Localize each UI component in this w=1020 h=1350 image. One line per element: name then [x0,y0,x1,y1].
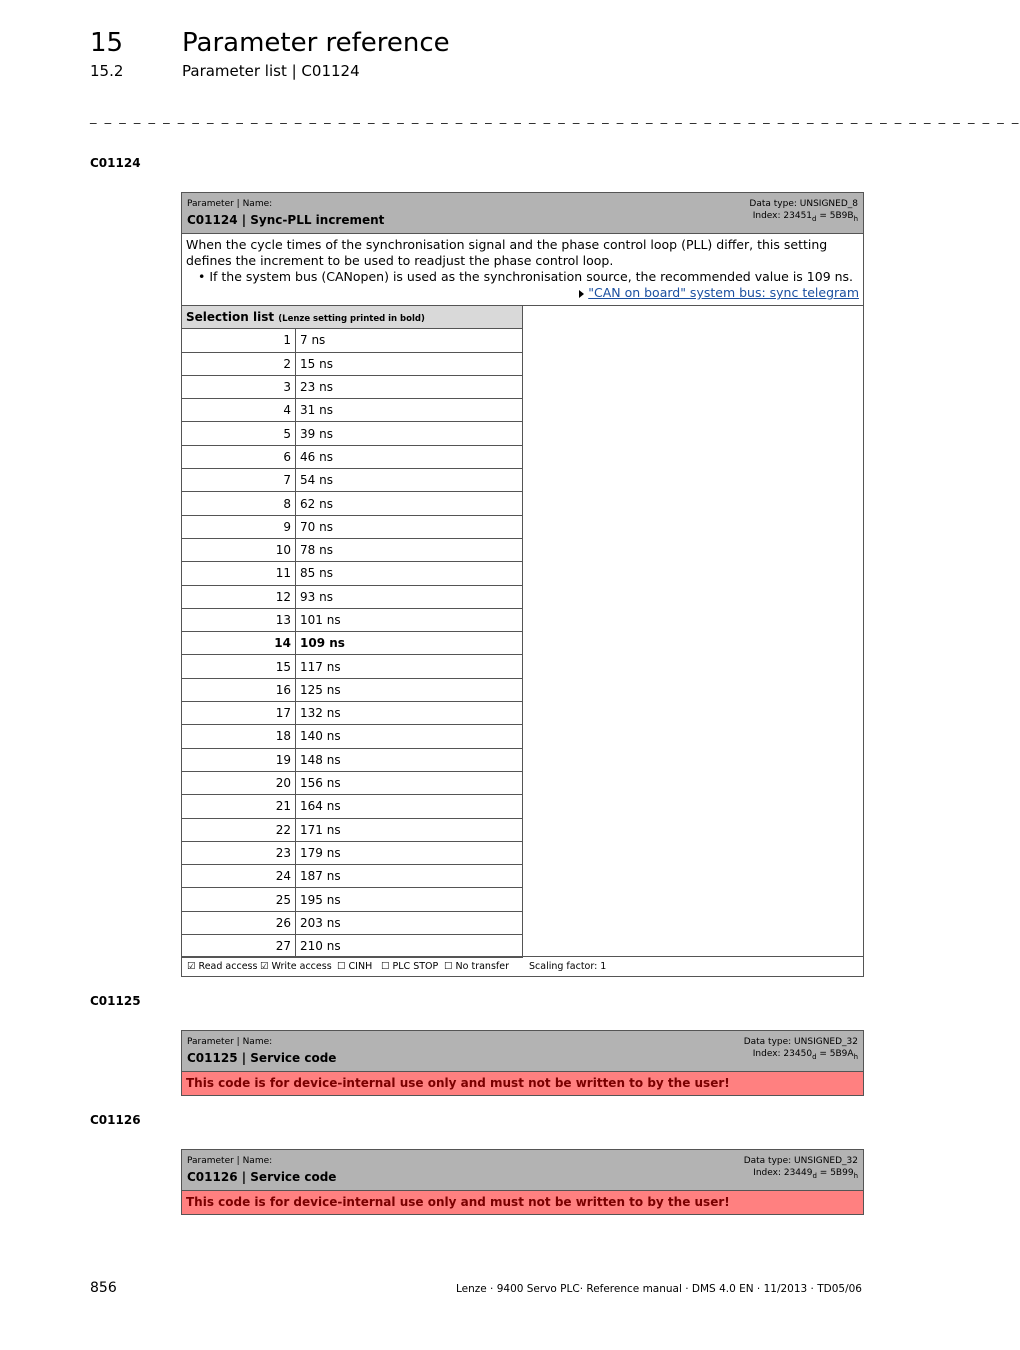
table-row [182,585,523,608]
table-row [182,748,523,771]
selection-value: 210 ns [296,935,523,958]
table-row [182,841,523,864]
no-transfer-checkbox: ☐ No transfer [444,961,509,972]
parameter-label: Parameter | Name: [187,1156,273,1166]
selection-list-area [182,306,863,957]
section-number: 15.2 [90,62,124,80]
section-title: Parameter list | C01124 [182,62,360,80]
selection-value: 195 ns [296,888,523,911]
section-heading-c01124: C01124 [90,156,141,170]
data-type: Data type: UNSIGNED_8 [749,199,858,209]
parameter-header [182,1150,863,1191]
selection-number: 24 [182,865,296,888]
table-row [182,702,523,725]
selection-value: 54 ns [296,469,523,492]
cinh-checkbox: ☐ CINH [337,961,373,972]
table-row [182,445,523,468]
selection-number: 21 [182,795,296,818]
table-row [182,911,523,934]
description-text: When the cycle times of the synchronisation signal and the phase control loop (PLL) differ, this setting defines the increment to be used to readjust the phase control loop. [186,237,828,268]
selection-number: 26 [182,911,296,934]
selection-number: 1 [182,329,296,352]
write-access-checkbox: ☑ Write access [260,961,332,972]
table-row [182,771,523,794]
scaling-factor: Scaling factor: 1 [529,961,607,972]
document-info: Lenze · 9400 Servo PLC· Reference manual · DMS 4.0 EN · 11/2013 · TD05/06 [455,1283,862,1295]
selection-number: 9 [182,515,296,538]
selection-value: 140 ns [296,725,523,748]
description-bullet: • If the system bus (CANopen) is used as the synchronisation source, the recommended value is 109 ns. [198,269,854,284]
read-access-checkbox: ☑ Read access [187,961,258,972]
selection-number: 19 [182,748,296,771]
plc-stop-checkbox: ☐ PLC STOP [381,961,439,972]
parameter-header [182,1031,863,1072]
table-row [182,469,523,492]
selection-value: 156 ns [296,771,523,794]
table-row [182,515,523,538]
selection-value: 109 ns [296,632,523,655]
parameter-name: C01124 | Sync-PLL increment [187,213,385,227]
table-row [182,538,523,561]
table-row [182,375,523,398]
selection-value: 93 ns [296,585,523,608]
selection-value: 70 ns [296,515,523,538]
table-row [182,422,523,445]
parameter-header [182,193,863,234]
selection-number: 10 [182,538,296,561]
chapter-title: Parameter reference [182,28,450,58]
selection-number: 11 [182,562,296,585]
parameter-label: Parameter | Name: [187,199,273,209]
selection-value: 101 ns [296,608,523,631]
parameter-name: C01125 | Service code [187,1051,337,1065]
selection-number: 23 [182,841,296,864]
parameter-index: Index: $23450_d = 5B9A_h$ [752,1049,858,1061]
selection-value: 132 ns [296,702,523,725]
warning-note: This code is for device-internal use only and must not be written to by the user! [182,1072,863,1095]
selection-number: 20 [182,771,296,794]
selection-value: 31 ns [296,399,523,422]
selection-value: 7 ns [296,329,523,352]
data-type: Data type: UNSIGNED_32 [743,1156,858,1166]
selection-number: 12 [182,585,296,608]
selection-number: 13 [182,608,296,631]
selection-value: 46 ns [296,445,523,468]
selection-value: 171 ns [296,818,523,841]
selection-list [182,306,523,958]
table-row [182,632,523,655]
selection-number: 25 [182,888,296,911]
selection-value: 203 ns [296,911,523,934]
selection-list-note: (Lenze setting printed in bold) [278,314,425,325]
warning-note: This code is for device-internal use only and must not be written to by the user! [182,1191,863,1214]
reference-link[interactable]: "CAN on board" system bus: sync telegram [588,285,859,300]
selection-list-header [182,306,523,329]
arrow-right-icon [579,290,584,298]
table-row [182,678,523,701]
table-row [182,492,523,515]
selection-number: 16 [182,678,296,701]
reference-link-line [186,285,859,301]
selection-value: 148 ns [296,748,523,771]
selection-value: 125 ns [296,678,523,701]
selection-list-label: Selection list [186,310,275,325]
table-row [182,399,523,422]
table-row [182,352,523,375]
table-row [182,818,523,841]
table-row [182,725,523,748]
section-heading-c01126: C01126 [90,1113,141,1127]
parameter-table-c01126 [181,1149,864,1215]
selection-value: 164 ns [296,795,523,818]
selection-value: 23 ns [296,375,523,398]
selection-value: 187 ns [296,865,523,888]
data-type: Data type: UNSIGNED_32 [743,1037,858,1047]
selection-number: 22 [182,818,296,841]
selection-number: 15 [182,655,296,678]
table-row [182,562,523,585]
selection-number: 3 [182,375,296,398]
parameter-table-c01124 [181,192,864,977]
parameter-name: C01126 | Service code [187,1170,337,1184]
selection-value: 179 ns [296,841,523,864]
selection-number: 27 [182,935,296,958]
table-row [182,795,523,818]
table-row [182,888,523,911]
selection-value: 62 ns [296,492,523,515]
header-separator: _ _ _ _ _ _ _ _ _ _ _ _ _ _ _ _ _ _ _ _ _ _ _ _ _ _ _ _ _ _ _ _ _ _ _ _ _ _ _ _ _ _ _ _ _ _ _ _ _ _ _ _ _ _ _ _ _ _ _ _ _ _ _ _ [90,110,1020,125]
access-row [182,957,863,976]
selection-number: 5 [182,422,296,445]
selection-value: 117 ns [296,655,523,678]
selection-value: 85 ns [296,562,523,585]
parameter-index: Index: $23451_d = 5B9B_h$ [752,211,858,223]
table-row [182,608,523,631]
parameter-description [182,234,863,306]
selection-number: 18 [182,725,296,748]
page-number: 856 [90,1280,117,1296]
selection-value: 15 ns [296,352,523,375]
parameter-index: Index: $23449_d = 5B99_h$ [753,1168,858,1180]
selection-number: 14 [182,632,296,655]
selection-value: 39 ns [296,422,523,445]
table-row [182,865,523,888]
parameter-label: Parameter | Name: [187,1037,273,1047]
table-row [182,655,523,678]
section-heading-c01125: C01125 [90,994,141,1008]
selection-number: 8 [182,492,296,515]
selection-number: 2 [182,352,296,375]
table-row [182,935,523,958]
chapter-number: 15 [90,28,124,58]
parameter-table-c01125 [181,1030,864,1096]
selection-value: 78 ns [296,538,523,561]
selection-number: 17 [182,702,296,725]
table-row [182,329,523,352]
selection-number: 6 [182,445,296,468]
selection-number: 7 [182,469,296,492]
selection-number: 4 [182,399,296,422]
